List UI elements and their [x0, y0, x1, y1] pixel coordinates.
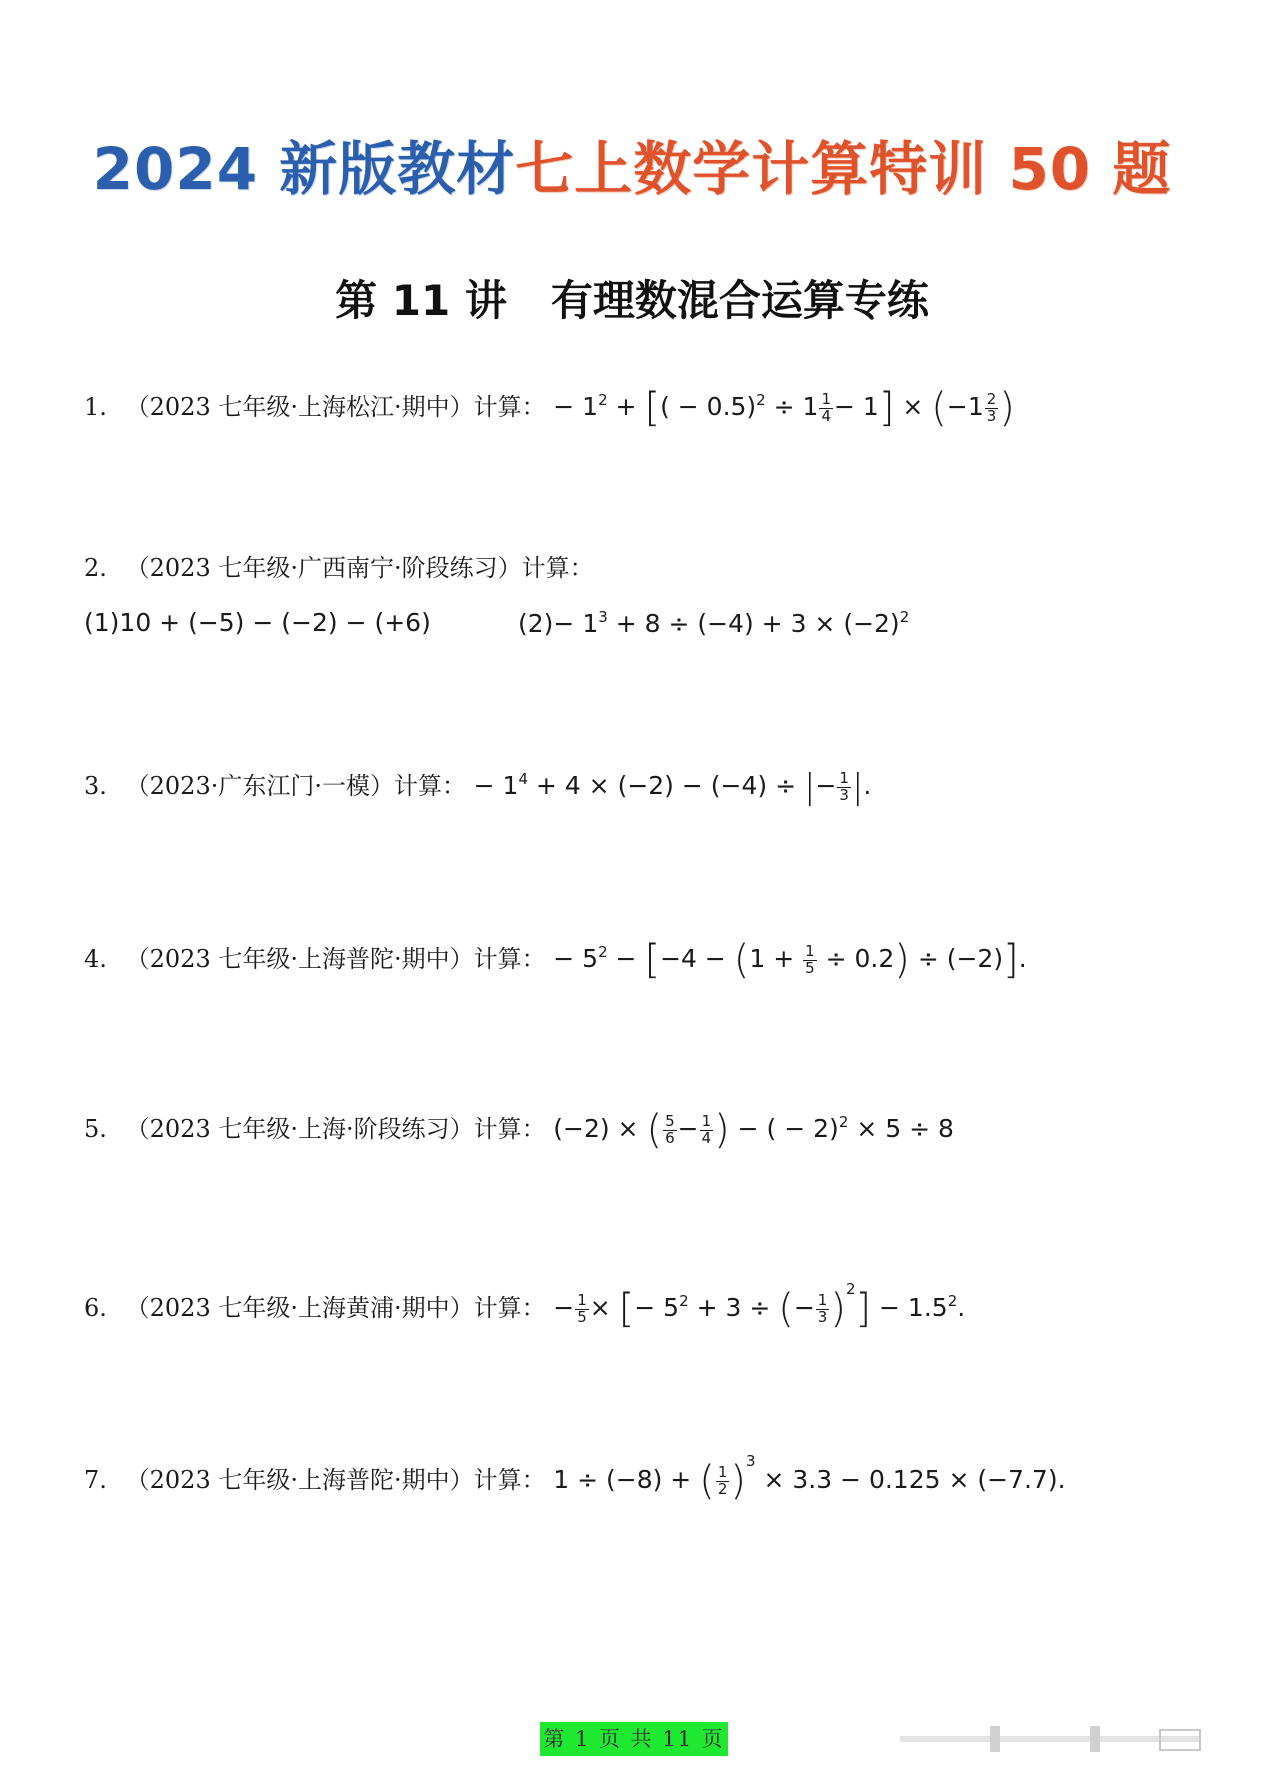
problem-expression: − $5^2 - [-4 - (1$ + $\frac{1}{5}$ ÷ 0.2) ÷ (−2)].: [553, 937, 1027, 983]
problem-number: 3.: [84, 772, 107, 800]
page-indicator: 第 1 页 共 11 页: [540, 1722, 728, 1756]
problem-2-part-1: (1)10 + (−5) − (−2) − (+6): [84, 608, 431, 637]
problem-source: （2023 七年级·上海·阶段练习）计算：: [125, 1115, 546, 1143]
problem-number: 5.: [84, 1115, 107, 1143]
problem-number: 1.: [84, 393, 107, 421]
problem-expression: − $1^2$ + [( − 0.5)$^2$ ÷ 1 $\frac{1}{4}$ − 1] × (−1 $\frac{2}{3}$ ): [553, 385, 1015, 431]
part-label: (2): [518, 609, 554, 638]
problem-number: 6.: [84, 1294, 107, 1322]
problem-expression: (−2) × ( $\frac{5}{6}$ − $\frac{1}{4}$ ) − ( − 2)$^2$ × 5 ÷ 8: [553, 1107, 954, 1153]
problem-5: [84, 1107, 954, 1153]
problem-source: （2023·广东江门·一模）计算：: [125, 772, 466, 800]
watermark-icon: [900, 1722, 1230, 1756]
lecture-topic: 有理数混合运算专练: [550, 276, 929, 325]
problem-6: [84, 1280, 966, 1332]
problem-number: 4.: [84, 945, 107, 973]
problem-expression: − $1^4 + 4 \times (-2) - (-4)$ ÷ |− $\frac{1}{3}$ |.: [473, 767, 872, 807]
problem-1: [84, 385, 1015, 431]
problem-source: （2023 七年级·上海黄浦·期中）计算：: [125, 1294, 546, 1322]
problem-number: 7.: [84, 1466, 107, 1494]
problem-source: （2023 七年级·广西南宁·阶段练习）计算：: [125, 554, 594, 582]
problem-expression: 1 ÷ (−8) + ( $\frac{1}{2}$ )$^3$ × 3.3 − 0.125 × (−7.7).: [553, 1452, 1066, 1504]
lecture-heading: [0, 268, 1264, 328]
problem-source: （2023 七年级·上海普陀·期中）计算：: [125, 1466, 546, 1494]
lecture-number: 第 11 讲: [335, 276, 507, 325]
problem-3: [84, 767, 872, 807]
problem-source: （2023 七年级·上海普陀·期中）计算：: [125, 945, 546, 973]
problem-number: 2.: [84, 554, 107, 582]
problem-7: [84, 1452, 1066, 1504]
document-title: [0, 122, 1264, 206]
problem-2: [84, 556, 594, 580]
title-part-red: 七上数学计算特训 50 题: [515, 135, 1172, 203]
problem-source: （2023 七年级·上海松江·期中）计算：: [125, 393, 546, 421]
problem-4: [84, 937, 1027, 983]
problem-expression: − $\frac{1}{5}$ × [− $5^2 + 3$ ÷ (− $\frac{1}{3}$ )$^2] - 1.5^2$.: [553, 1280, 966, 1332]
problem-2-part-2: $(2)- 1^3 + 8 \div (-4) + 3 \times (-2)^2$: [518, 608, 910, 638]
title-part-blue: 2024 新版教材: [92, 135, 516, 203]
